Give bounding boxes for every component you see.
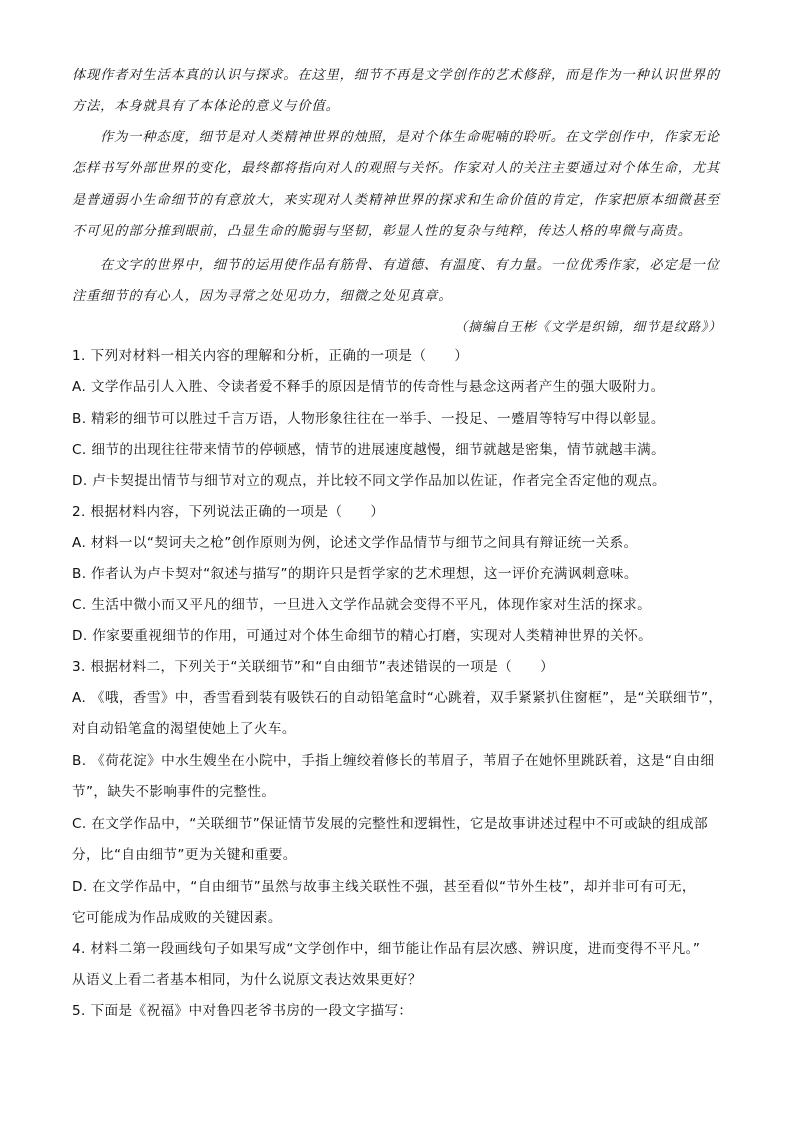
question-1-option-b: B. 精彩的细节可以胜过千言万语，人物形象往往在一举手、一投足、一蹙眉等特写中得以彰显。 — [72, 411, 665, 427]
question-3-option-b: B. 《荷花淀》中水生嫂坐在小院中，手指上缠绞着修长的苇眉子，苇眉子在她怀里跳跃着，这是“自由细 — [72, 753, 715, 769]
passage-line: 不可见的部分推到眼前，凸显生命的脆弱与坚韧，彰显人性的复杂与纯粹，传达人格的卑微与高贵。 — [72, 224, 692, 240]
question-1-option-c: C. 细节的出现往往带来情节的停顿感，情节的进展速度越慢，细节就越是密集，情节就越丰满。 — [72, 442, 666, 458]
question-3-option-c-cont: 分，比“自由细节”更为关键和重要。 — [72, 847, 297, 863]
question-3-option-a-cont: 对自动铅笔盒的渴望使她上了火车。 — [72, 721, 296, 737]
question-4-stem: 4. 材料二第一段画线句子如果写成“文学创作中，细节能让作品有层次感、辨识度，进而变得不平凡。” — [72, 941, 701, 957]
passage-line: 在文字的世界中，细节的运用使作品有筋骨、有道德、有温度、有力量。一位优秀作家，必定是一位 — [100, 258, 720, 273]
question-5-stem: 5. 下面是《祝福》中对鲁四老爷书房的一段文字描写： — [72, 1003, 413, 1019]
question-3-stem: 3. 根据材料二，下列关于“关联细节”和“自由细节”表述错误的一项是（ ） — [72, 659, 555, 675]
question-1-option-a: A. 文学作品引人入胜、令读者爱不释手的原因是情节的传奇性与悬念这两者产生的强大吸附力。 — [72, 379, 665, 395]
question-2-stem: 2. 根据材料内容，下列说法正确的一项是（ ） — [72, 504, 385, 520]
question-2-option-c: C. 生活中微小而又平凡的细节，一旦进入文学作品就会变得不平凡，体现作家对生活的探求。 — [72, 597, 652, 613]
question-2-option-a: A. 材料一以“契诃夫之枪”创作原则为例，论述文学作品情节与细节之间具有辩证统一关系。 — [72, 535, 638, 551]
question-3-option-c: C. 在文学作品中，“关联细节”保证情节发展的完整性和逻辑性，它是故事讲述过程中不可或缺的组成部 — [72, 816, 708, 832]
question-3-option-a: A. 《哦，香雪》中，香雪看到装有吸铁石的自动铅笔盒时“心跳着，双手紧紧扒住窗框”，是“关联细节”， — [72, 690, 723, 706]
passage-line: 作为一种态度，细节是对人类精神世界的烛照，是对个体生命呢喃的聆听。在文学创作中，作家无论 — [100, 130, 720, 145]
question-1-option-d: D. 卢卡契提出情节与细节对立的观点，并比较不同文学作品加以佐证，作者完全否定他的观点。 — [72, 473, 667, 489]
question-3-option-d-cont: 它可能成为作品成败的关键因素。 — [72, 910, 282, 926]
passage-line: 注重细节的有心人，因为寻常之处见功力，细微之处见真章。 — [72, 289, 453, 305]
passage-source: （摘编自王彬《文学是织锦，细节是纹路》） — [454, 320, 722, 335]
question-1-stem: 1. 下列对材料一相关内容的理解和分析，正确的一项是（ ） — [72, 348, 469, 364]
question-3-option-d: D. 在文学作品中，“自由细节”虽然与故事主线关联性不强，甚至看似“节外生枝”，却并非可有可无， — [72, 879, 696, 895]
question-3-option-b-cont: 节”，缺失不影响事件的完整性。 — [72, 784, 276, 800]
passage-line: 体现作者对生活本真的认识与探求。在这里，细节不再是文学创作的艺术修辞，而是作为一种认识世界的 — [72, 68, 721, 83]
question-2-option-b: B. 作者认为卢卡契对“叙述与描写”的期许只是哲学家的艺术理想，这一评价充满讽刺意味。 — [72, 566, 638, 582]
question-4-stem-cont: 从语义上看二者基本相同，为什么说原文表达效果更好？ — [72, 972, 422, 988]
passage-line: 是普通弱小生命细节的有意放大，来实现对人类精神世界的探求和生命价值的肯定，作家把原本细微甚至 — [72, 192, 721, 208]
passage-line: 怎样书写外部世界的变化，最终都将指向对人的观照与关怀。作家对人的关注主要通过对个体生命，尤其 — [72, 161, 721, 177]
passage-line: 方法，本身就具有了本体论的意义与价值。 — [72, 99, 340, 115]
passage-paragraph-2 — [72, 122, 722, 248]
passage-paragraph-1 — [72, 60, 722, 123]
passage-paragraph-3 — [72, 250, 722, 313]
question-2-option-d: D. 作家要重视细节的作用，可通过对个体生命细节的精心打磨，实现对人类精神世界的关怀。 — [72, 628, 653, 644]
